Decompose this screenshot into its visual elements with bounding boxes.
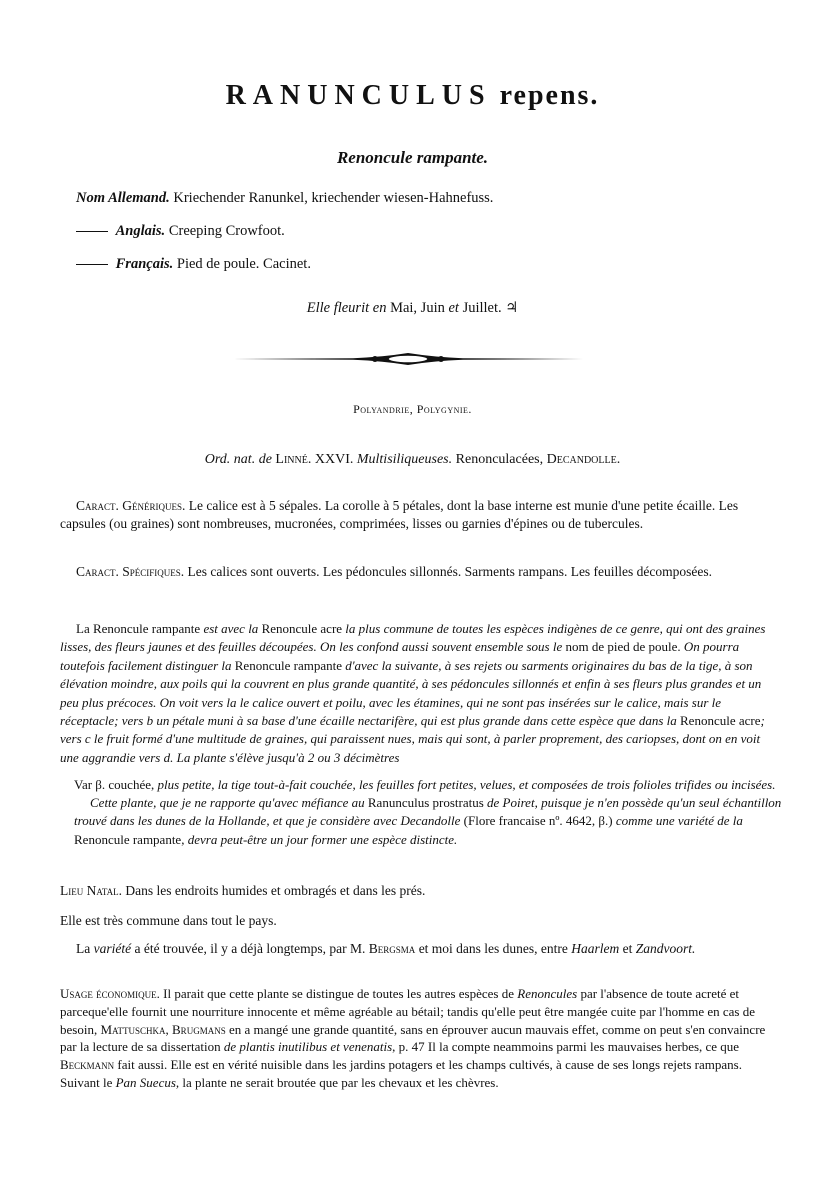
- order-number: XXVI.: [314, 452, 354, 467]
- native-habitat: [60, 882, 782, 900]
- flowering-and: et: [448, 300, 459, 316]
- generic-characters: [60, 497, 782, 533]
- section-text: Dans les endroits humides et ombragés et dans les prés.: [125, 883, 426, 898]
- order-de: de: [258, 452, 272, 467]
- order-prefix: Ord. nat.: [204, 452, 256, 467]
- flowering-months-1: Mai, Juin: [390, 300, 445, 316]
- description-text: La Renoncule rampante est avec la Renoncule acre la plus commune de toutes les espèces indigènes de ce genre, qui ont des graines lisses, des fleurs jaunes et des feuilles découpées. On les confond aussi souvent ensemble sous le nom de pied de poule. On pourra toutefois facilement distinguer la Renoncule rampante d'avec la suivante, à ses rejets ou sarments originaires du bas de la tige, à son élévation moindre, aux poils qui la couvrent en plus grande quantité, à ses pédoncules sillonnés et enfin à ses fleurs plus grandes et un peu plus précoces. On voit vers la le calice ouvert et poilu, avec les étamines, qui ne sont pas insérées sur le calice, mais sur le réceptacle; vers b un pétale muni à sa base d'une écaille nectarifère, qui est plus grande dans cette espèce que dans la Renoncule acre; vers c le fruit formé d'une multitude de graines, qui paraissent nues, mais qui sont, à parler proprement, des cariopses, dont on en voit une aggrandie vers d. La plante s'élève jusqu'à 2 ou 3 décimètres: [60, 621, 766, 765]
- flowering-months-2: Juillet.: [462, 300, 502, 316]
- order-decandolle: Decandolle.: [546, 452, 621, 467]
- specific-characters: [60, 563, 782, 581]
- section-label: Caract. Génériques.: [76, 498, 186, 513]
- perennial-symbol-icon: ♃: [505, 300, 519, 316]
- dash-divider: [76, 264, 108, 265]
- ornament-divider-icon: [233, 348, 583, 370]
- variety-note: Cette plante, que je ne rapporte qu'avec méfiance au Ranunculus prostratus de Poiret, puisque je n'en possède qu'un seul échantillon trouvé dans les dunes de la Hollande, et que je considère avec Decandolle (Flore francaise nº. 4642, β.) comme une variété de la Renoncule rampante, devra peut-être un jour former une espèce distincte.: [74, 795, 782, 847]
- section-text: Le calice est à 5 sépales. La corolle à 5 pétales, dont la base interne est munie d'une petite écaille. Les capsules (ou graines) sont nombreuses, mucronées, comprimées, lisses ou garnies d'épines ou de tubercules.: [60, 498, 739, 531]
- flowering-prefix: Elle fleurit en: [306, 300, 387, 316]
- classification-line: Polyandrie, Polygynie.: [353, 402, 472, 416]
- variety-found: La variété a été trouvée, il y a déjà longtemps, par M. Bergsma et moi dans les dunes, entre Haarlem et Zandvoort.: [76, 941, 696, 956]
- dash-divider: [76, 231, 108, 232]
- section-label: Usage économique.: [60, 986, 160, 1001]
- title-species: repens.: [499, 80, 600, 111]
- section-label: Lieu Natal.: [60, 883, 123, 898]
- commonness-line: Elle est très commune dans tout le pays.: [60, 913, 277, 928]
- section-label: Caract. Spécifiques.: [76, 564, 185, 579]
- name-value: Pied de poule. Cacinet.: [176, 256, 311, 272]
- name-value: Creeping Crowfoot.: [168, 223, 285, 239]
- name-value: Kriechender Ranunkel, kriechender wiesen-Hahnefuss.: [173, 190, 494, 206]
- variety-paragraph: [74, 776, 782, 849]
- name-label: Français.: [115, 256, 174, 272]
- name-label: Nom Allemand.: [76, 190, 170, 206]
- common-names: [76, 190, 493, 289]
- order-linne: Linné.: [275, 452, 312, 467]
- page-subtitle: Renoncule rampante.: [336, 148, 489, 167]
- title-genus: RANUNCULUS: [225, 80, 492, 111]
- name-english: [76, 223, 493, 256]
- economic-use: Usage économique. Il parait que cette plante se distingue de toutes les autres espèces de Renoncules par l'absence de toute acreté et parceque'elle fournit une nourriture innocente et même agréable au bétail; tandis qu'elle peut être mangée cuite par l'homme en cas de besoin, Mattuschka, Brugmans en a mangé une grande quantité, sans en éprouver aucun mauvais effet, comme on peut s'en convaincre par la lecture de sa dissertation de plantis inutilibus et venenatis, p. 47 Il la compte neammoins parmi les mauvaises herbes, ce que Beckmann fait aussi. Elle est en vérité nuisible dans les jardins potagers et les champs cultivés, à cause de ses longs rejets rampans. Suivant le Pan Suecus, la plante ne serait broutée que par les chevaux et les chèvres.: [60, 986, 766, 1090]
- name-french: [76, 256, 493, 289]
- page-title: [0, 80, 825, 112]
- order-multi: Multisiliqueuses.: [356, 452, 453, 467]
- variety-text: Var β. couchée, plus petite, la tige tout-à-fait couchée, les feuilles fort petites, velues, et composées de trois folioles trifides ou incisées.: [74, 777, 776, 792]
- name-label: Anglais.: [115, 223, 166, 239]
- natural-order-line: [0, 452, 825, 468]
- description-paragraph: [60, 607, 782, 780]
- section-text: Les calices sont ouverts. Les pédoncules sillonnés. Sarments rampans. Les feuilles décomposées.: [187, 564, 713, 579]
- flowering-line: [0, 300, 825, 317]
- name-german: [76, 190, 493, 223]
- order-renon: Renonculacées,: [455, 452, 544, 467]
